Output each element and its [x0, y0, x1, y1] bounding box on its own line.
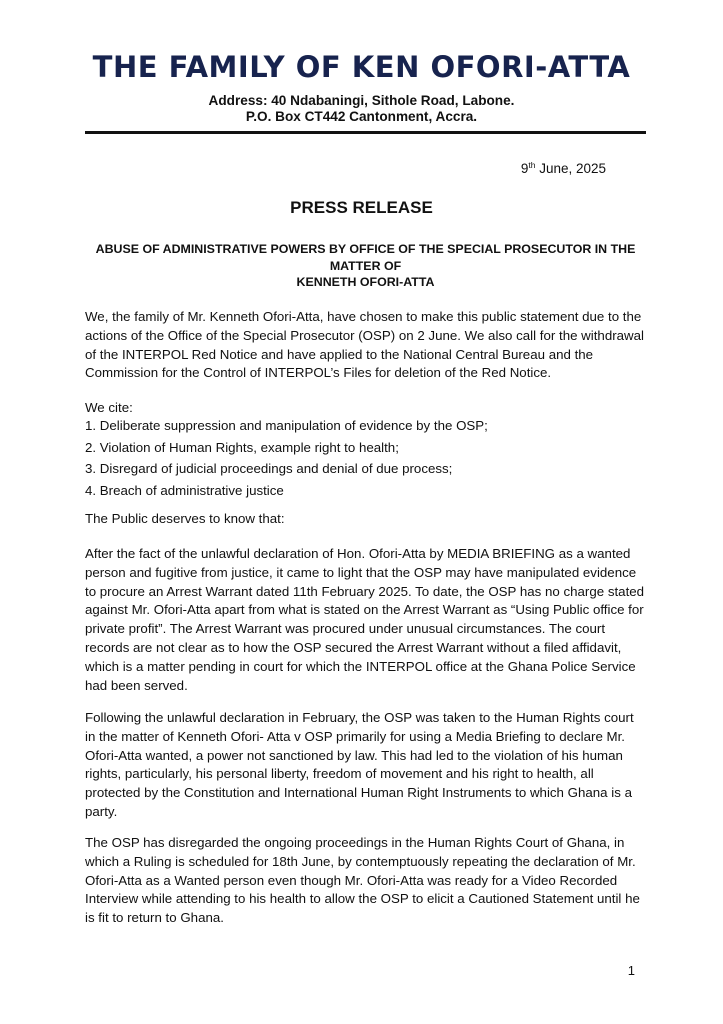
page-number: 1: [627, 963, 635, 978]
date-rest: June, 2025: [535, 161, 606, 176]
body-paragraph-2: Following the unlawful declaration in February, the OSP was taken to the Human Rights court in the matter of Kenneth Ofori- Atta v OSP primarily for using a Media Briefing to declare Mr. Ofori-Atta wanted, a power not sanctioned by law. This had led to the violation of his human rights, particularly, his personal liberty, freedom of movement and his right to health, all protected by the Constitution and International Human Right Instruments to which Ghana is a party.: [85, 710, 634, 819]
cite-item: 1. Deliberate suppression and manipulation of evidence by the OSP;: [85, 418, 488, 433]
body-paragraph-1: After the fact of the unlawful declaration of Hon. Ofori-Atta by MEDIA BRIEFING as a wanted person and fugitive from justice, it came to light that the OSP may have manipulated evidence to procure an Arrest Warrant dated 11th February 2025. To date, the OSP has no charge stated against Mr. Ofori-Atta apart from what is stated on the Arrest Warrant as “Using Public office for private profit”. The Arrest Warrant was procured under unusual circumstances. The court records are not clear as to how the OSP secured the Arrest Warrant without a filed affidavit, which is a matter pending in court for which the INTERPOL office at the Ghana Police Service had been served.: [85, 546, 645, 693]
cite-list: [85, 415, 645, 501]
cite-item: 3. Disregard of judicial proceedings and denial of due process;: [85, 461, 453, 476]
cite-item: 2. Violation of Human Rights, example right to health;: [85, 439, 399, 455]
address-value: 40 Ndabaningi, Sithole Road, Labone.: [267, 93, 515, 108]
letterhead-title: THE FAMILY OF KEN OFORI-ATTA: [92, 50, 631, 84]
press-release-title: PRESS RELEASE: [290, 198, 433, 217]
heading-line-3: KENNETH OFORI-ATTA: [296, 275, 435, 289]
letterhead-address: [0, 93, 723, 108]
release-heading: [85, 241, 646, 291]
letterhead-po-box: P.O. Box CT442 Cantonment, Accra.: [245, 109, 478, 124]
letterhead-divider: [85, 131, 646, 134]
heading-line-1: ABUSE OF ADMINISTRATIVE POWERS BY OFFICE OF THE SPECIAL PROSECUTOR IN THE: [95, 242, 636, 256]
date-suffix: th: [528, 160, 536, 170]
heading-line-2: MATTER OF: [329, 258, 402, 273]
date-day: 9: [520, 161, 529, 176]
cite-label: We cite:: [85, 400, 133, 415]
release-date: [521, 160, 606, 176]
body-paragraph-3: The OSP has disregarded the ongoing proceedings in the Human Rights Court of Ghana, in which a Ruling is scheduled for 18th June, by contemptuously repeating the declaration of Mr. Ofori-Atta as a Wanted person even though Mr. Ofori-Atta was ready for a Video Recorded Interview while attending to his health to allow the OSP to elicit a Cautioned Statement until he is fit to return to Ghana.: [85, 835, 640, 926]
intro-paragraph: We, the family of Mr. Kenneth Ofori-Atta, have chosen to make this public statement due to the actions of the Office of the Special Prosecutor (OSP) on 2 June. We also call for the withdrawal of the INTERPOL Red Notice and have applied to the National Central Bureau and the Commission for the Control of INTERPOL’s Files for deletion of the Red Notice.: [85, 309, 644, 381]
address-label: Address:: [208, 93, 268, 108]
public-line: The Public deserves to know that:: [85, 511, 285, 526]
cite-item: 4. Breach of administrative justice: [85, 482, 284, 498]
